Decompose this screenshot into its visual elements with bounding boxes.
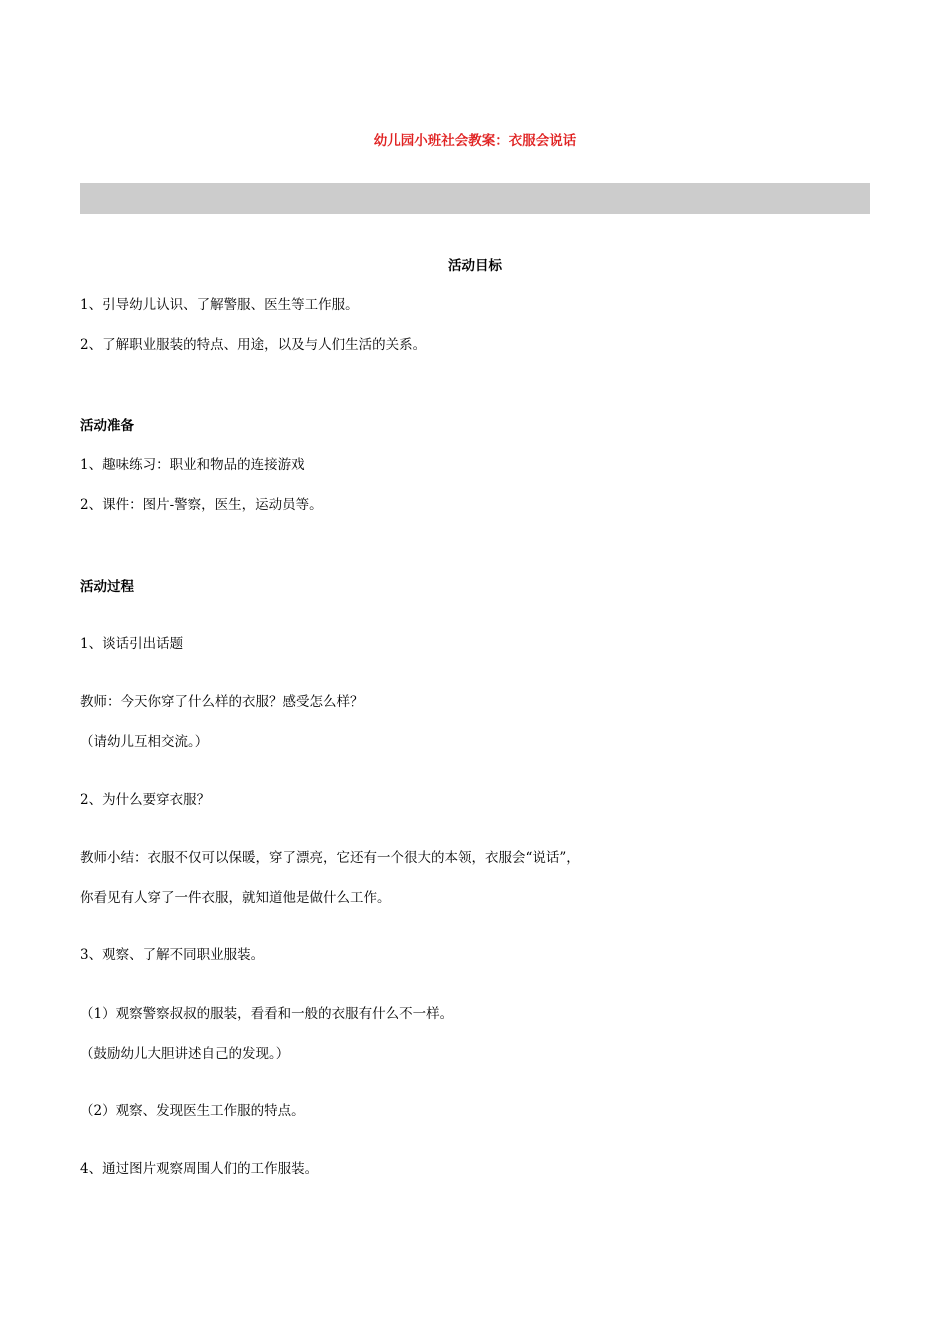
process-heading: 活动过程: [80, 579, 134, 595]
preparation-item-2: 2、课件：图片-警察，医生，运动员等。: [80, 497, 323, 513]
process-line-8: （1）观察警察叔叔的服装，看看和一般的衣服有什么不一样。: [80, 1006, 454, 1022]
process-line-9: （鼓励幼儿大胆讲述自己的发现。）: [80, 1046, 290, 1062]
goals-heading: 活动目标: [448, 258, 502, 274]
process-line-7: 3、观察、了解不同职业服装。: [80, 947, 265, 963]
preparation-item-1: 1、趣味练习：职业和物品的连接游戏: [80, 457, 305, 473]
process-line-6: 你看见有人穿了一件衣服，就知道他是做什么工作。: [80, 890, 391, 906]
gray-banner: [80, 183, 870, 214]
process-line-10: （2）观察、发现医生工作服的特点。: [80, 1103, 305, 1119]
process-line-1: 1、谈话引出话题: [80, 636, 184, 652]
process-line-5: 教师小结：衣服不仅可以保暖，穿了漂亮，它还有一个很大的本领，衣服会“说话”，: [80, 850, 580, 866]
process-line-3: （请幼儿互相交流。）: [80, 734, 209, 750]
process-line-11: 4、通过图片观察周围人们的工作服装。: [80, 1161, 319, 1177]
goal-item-2: 2、了解职业服装的特点、用途，以及与人们生活的关系。: [80, 337, 427, 353]
goal-item-1: 1、引导幼儿认识、了解警服、医生等工作服。: [80, 297, 359, 313]
document-title: 幼儿园小班社会教案：衣服会说话: [373, 133, 577, 149]
preparation-heading: 活动准备: [80, 418, 134, 434]
process-line-2: 教师：今天你穿了什么样的衣服？感受怎么样？: [80, 694, 364, 710]
process-line-4: 2、为什么要穿衣服？: [80, 792, 211, 808]
